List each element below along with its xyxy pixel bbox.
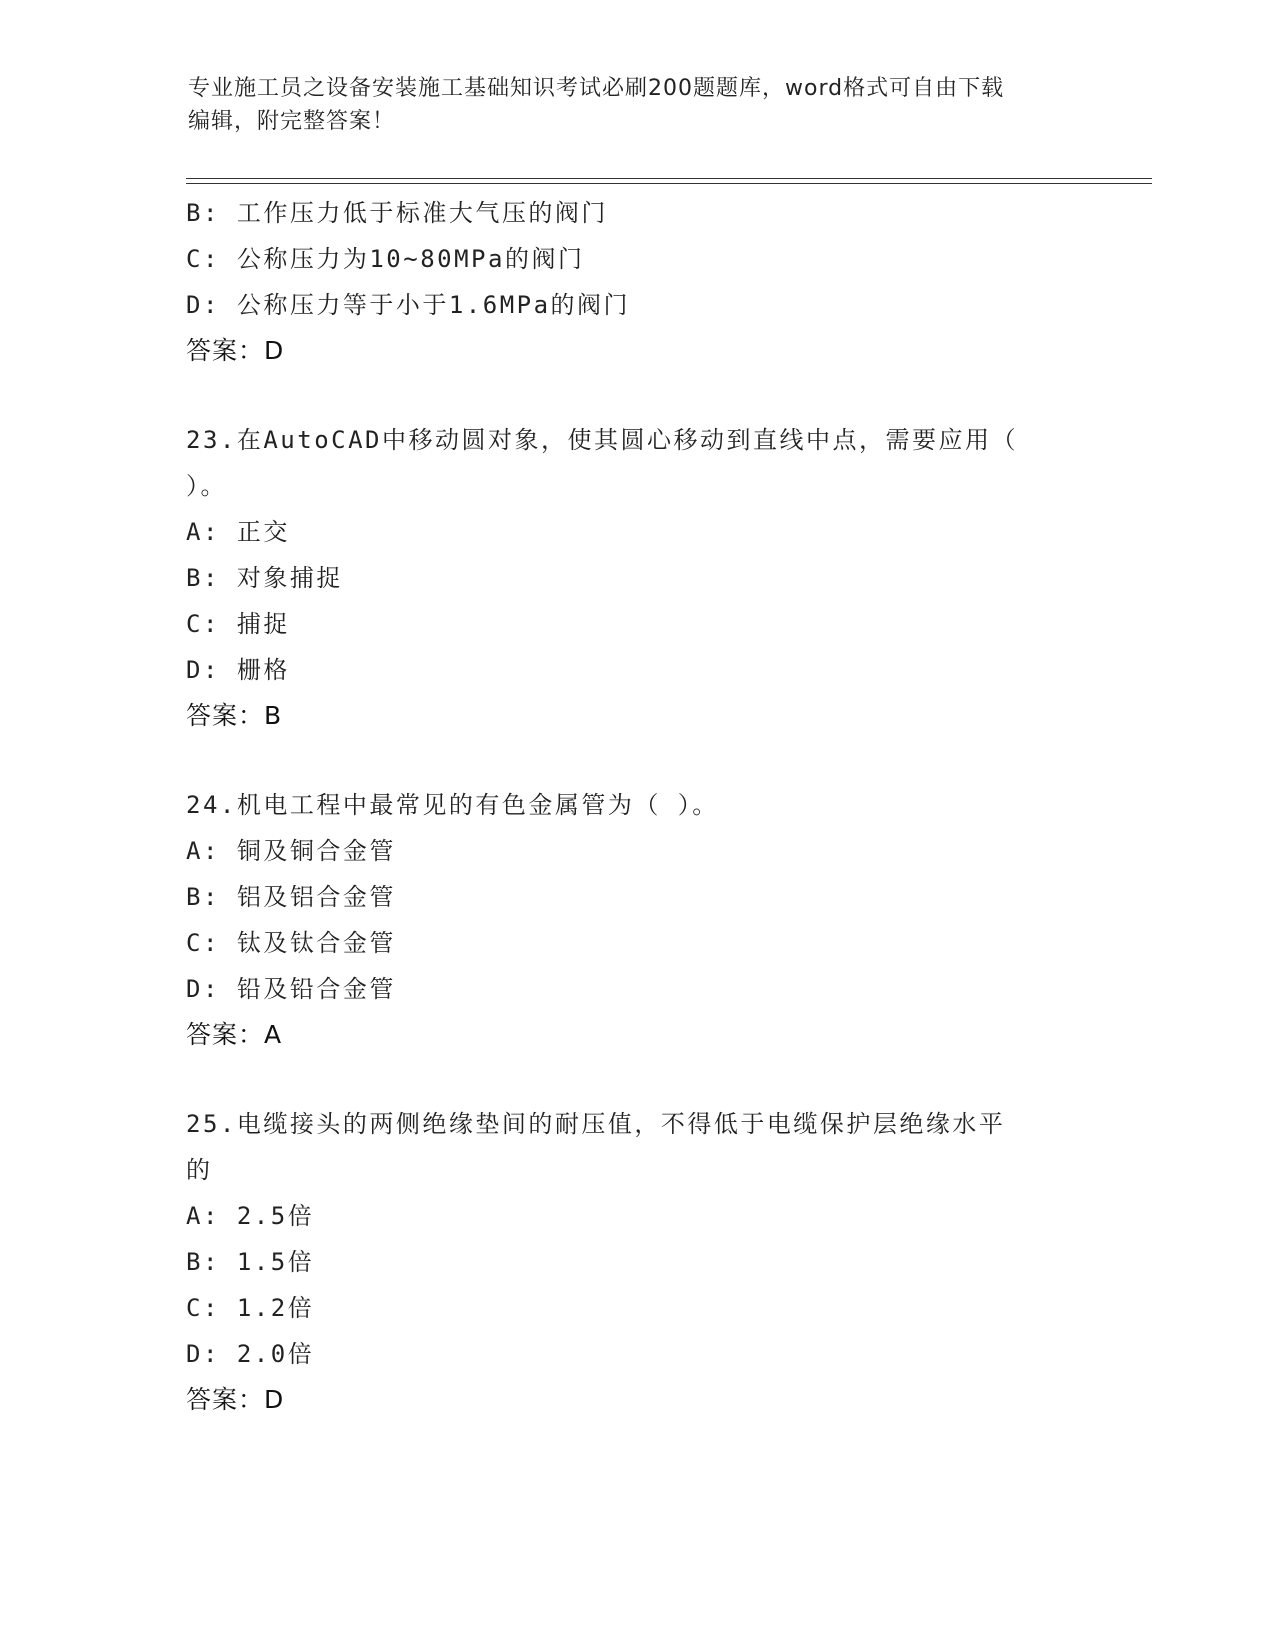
option-d: D: 公称压力等于小于1.6MPa的阀门 (186, 291, 631, 319)
option-d: D: 2.0倍 (186, 1340, 315, 1368)
option-d: D: 铅及铅合金管 (186, 975, 396, 1003)
question-stem-line-1: 23.在AutoCAD中移动圆对象，使其圆心移动到直线中点，需要应用（ (186, 426, 1018, 454)
option-a: A: 铜及铜合金管 (186, 837, 396, 865)
question-stem-line-2: 的 (186, 1156, 213, 1184)
question-list (186, 190, 1086, 1423)
question-24 (186, 782, 1086, 1058)
option-c: C: 捕捉 (186, 610, 290, 638)
answer-line: 答案：D (186, 1385, 285, 1414)
header-rule-bottom (186, 183, 1152, 184)
question-stem-line-1: 25.电缆接头的两侧绝缘垫间的耐压值，不得低于电缆保护层绝缘水平 (186, 1110, 1006, 1138)
option-a: A: 2.5倍 (186, 1202, 315, 1230)
option-b: B: 对象捕捉 (186, 564, 343, 592)
question-stem-line-2: ）。 (186, 472, 227, 500)
document-header (188, 72, 1088, 138)
option-c: C: 钛及钛合金管 (186, 929, 396, 957)
option-b: B: 铝及铝合金管 (186, 883, 396, 911)
question-22 (186, 190, 1086, 374)
question-stem-line-1: 24.机电工程中最常见的有色金属管为（ ）。 (186, 791, 719, 819)
header-line-1: 专业施工员之设备安装施工基础知识考试必刷200题题库，word格式可自由下载 (188, 76, 1005, 101)
option-b: B: 1.5倍 (186, 1248, 315, 1276)
answer-line: 答案：D (186, 336, 285, 365)
option-d: D: 栅格 (186, 656, 290, 684)
header-rule-top (186, 178, 1152, 179)
header-line-2: 编辑，附完整答案！ (188, 109, 396, 134)
question-23 (186, 417, 1086, 739)
option-b: B: 工作压力低于标准大气压的阀门 (186, 199, 608, 227)
answer-line: 答案：B (186, 701, 283, 730)
answer-line: 答案：A (186, 1020, 283, 1049)
question-25 (186, 1101, 1086, 1423)
option-c: C: 公称压力为10~80MPa的阀门 (186, 245, 585, 273)
option-a: A: 正交 (186, 518, 290, 546)
option-c: C: 1.2倍 (186, 1294, 315, 1322)
